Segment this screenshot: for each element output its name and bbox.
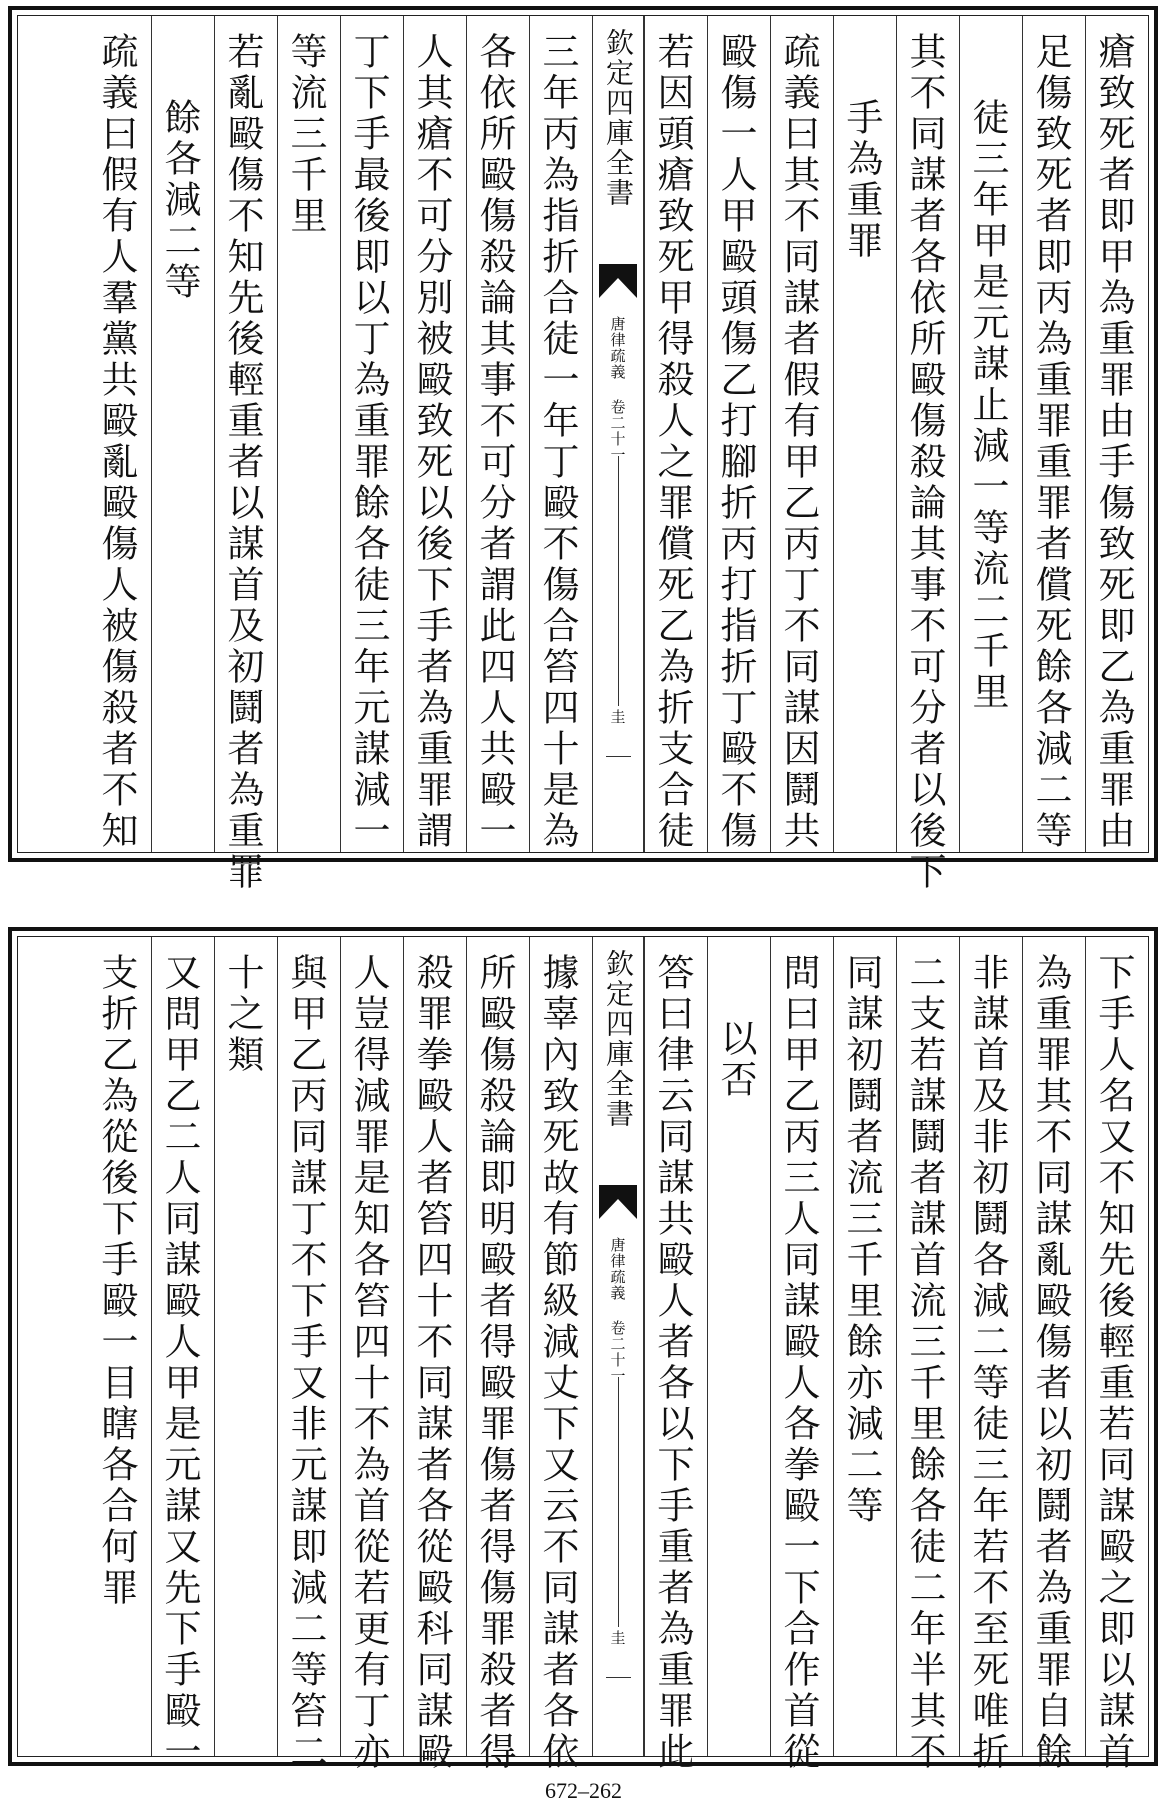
book-title: 欽定四庫全書	[602, 949, 635, 1129]
column-text: 三年丙為指折合徒一年丁毆不傷合笞四十是為	[536, 32, 579, 852]
text-column	[770, 937, 833, 1773]
text-column	[833, 937, 896, 1756]
text-column	[277, 16, 340, 852]
column-text: 又問甲乙二人同謀毆人甲是元謀又先下手毆一	[158, 953, 201, 1773]
book-title: 欽定四庫全書	[602, 28, 635, 208]
column-text: 疏義曰其不同謀者假有甲乙丙丁不同謀因鬪共	[777, 32, 820, 852]
volume-label: 唐律疏義 卷二十一	[608, 1237, 627, 1384]
column-text: 其不同謀者各依所毆傷殺論其事不可分者以後下	[903, 32, 946, 893]
text-column	[1085, 937, 1148, 1773]
text-column	[466, 937, 529, 1773]
leaf-number: 圭	[610, 1629, 626, 1647]
upper-page-frame	[17, 15, 1149, 893]
column-text: 問曰甲乙丙三人同謀毆人各拳毆一下合作首從	[777, 953, 820, 1773]
text-column	[1022, 937, 1085, 1773]
strip-rule	[618, 456, 619, 706]
text-column	[707, 937, 770, 1756]
lower-page-panel	[8, 927, 1158, 1773]
text-column	[466, 16, 529, 852]
column-text: 丁下手最後即以丁為重罪餘各徒三年元謀減一	[347, 32, 390, 852]
leaf-number: 圭	[610, 708, 626, 726]
column-text: 據辜內致死故有節級減丈下又云不同謀者各依	[536, 953, 579, 1773]
text-column	[88, 937, 151, 1756]
column-text: 若因頭瘡致死甲得殺人之罪償死乙為折支合徒	[651, 32, 694, 852]
volume-label: 唐律疏義 卷二十一	[608, 316, 627, 463]
strip-tick	[606, 1677, 631, 1678]
column-text: 瘡致死者即甲為重罪由手傷致死即乙為重罪由	[1092, 32, 1135, 852]
column-text: 二支若謀鬪者謀首流三千里餘各徒二年半其不	[903, 953, 946, 1773]
column-text: 同謀初鬪者流三千里餘亦減二等	[840, 953, 883, 1527]
column-text: 支折乙為從後下手毆一目瞎各合何罪	[95, 953, 138, 1609]
text-column	[896, 16, 959, 893]
text-column	[214, 937, 277, 1756]
text-column	[403, 937, 466, 1773]
column-text: 所毆傷殺論即明毆者得毆罪傷者得傷罪殺者得	[473, 953, 516, 1773]
column-text: 與甲乙丙同謀丁不下手又非元謀即減二等笞二	[284, 953, 327, 1773]
strip-tick	[606, 756, 631, 757]
column-text: 十之類	[221, 953, 264, 1076]
text-column	[896, 937, 959, 1773]
text-column	[644, 16, 707, 852]
column-text: 徒三年甲是元謀止減一等流二千里	[966, 98, 1009, 713]
text-column	[959, 937, 1022, 1773]
column-text: 餘各減二等	[158, 98, 201, 303]
text-column	[707, 16, 770, 852]
lower-page-frame	[17, 936, 1149, 1773]
column-text: 毆傷一人甲毆頭傷乙打腳折丙打指折丁毆不傷	[714, 32, 757, 852]
column-text: 足傷致死者即丙為重罪重罪者償死餘各減二等	[1029, 32, 1072, 852]
text-column	[1022, 16, 1085, 852]
text-column	[403, 16, 466, 852]
text-column	[340, 16, 403, 852]
center-strip	[592, 16, 644, 852]
upper-page-panel	[8, 6, 1158, 893]
column-text: 殺罪拳毆人者笞四十不同謀者各從毆科同謀毆	[410, 953, 453, 1773]
page-number: 672–262	[545, 1778, 622, 1803]
column-text: 人其瘡不可分別被毆致死以後下手者為重罪謂	[410, 32, 453, 852]
column-text: 疏義曰假有人羣黨共毆亂毆傷人被傷殺者不知	[95, 32, 138, 852]
text-column	[88, 16, 151, 852]
column-text: 各依所毆傷殺論其事不可分者謂此四人共毆一	[473, 32, 516, 852]
column-text: 若亂毆傷不知先後輕重者以謀首及初鬪者為重罪	[221, 32, 264, 893]
column-text: 以否	[714, 1019, 757, 1101]
text-column	[644, 937, 707, 1773]
text-column	[959, 16, 1022, 852]
center-strip	[592, 937, 644, 1756]
column-text: 手為重罪	[840, 98, 883, 262]
column-text: 為重罪其不同謀亂毆傷者以初鬪者為重罪自餘	[1029, 953, 1072, 1773]
text-column	[770, 16, 833, 852]
column-text: 人豈得減罪是知各笞四十不為首從若更有丁亦	[347, 953, 390, 1773]
fishtail-mark-icon	[599, 264, 637, 298]
text-column	[151, 937, 214, 1773]
fishtail-mark-icon	[599, 1185, 637, 1219]
text-column	[340, 937, 403, 1773]
strip-rule	[618, 1377, 619, 1627]
text-column	[214, 16, 277, 893]
upper-text-columns	[18, 16, 1148, 893]
column-text: 非謀首及非初鬪各減二等徒三年若不至死唯折	[966, 953, 1009, 1773]
text-column	[529, 16, 592, 852]
lower-text-columns	[18, 937, 1148, 1773]
text-column	[833, 16, 896, 852]
text-column	[277, 937, 340, 1773]
text-column	[1085, 16, 1148, 852]
column-text: 下手人名又不知先後輕重若同謀毆之即以謀首	[1092, 953, 1135, 1773]
text-column	[151, 16, 214, 852]
column-text: 答曰律云同謀共毆人者各以下手重者為重罪此	[651, 953, 694, 1773]
column-text: 等流三千里	[284, 32, 327, 237]
text-column	[529, 937, 592, 1773]
